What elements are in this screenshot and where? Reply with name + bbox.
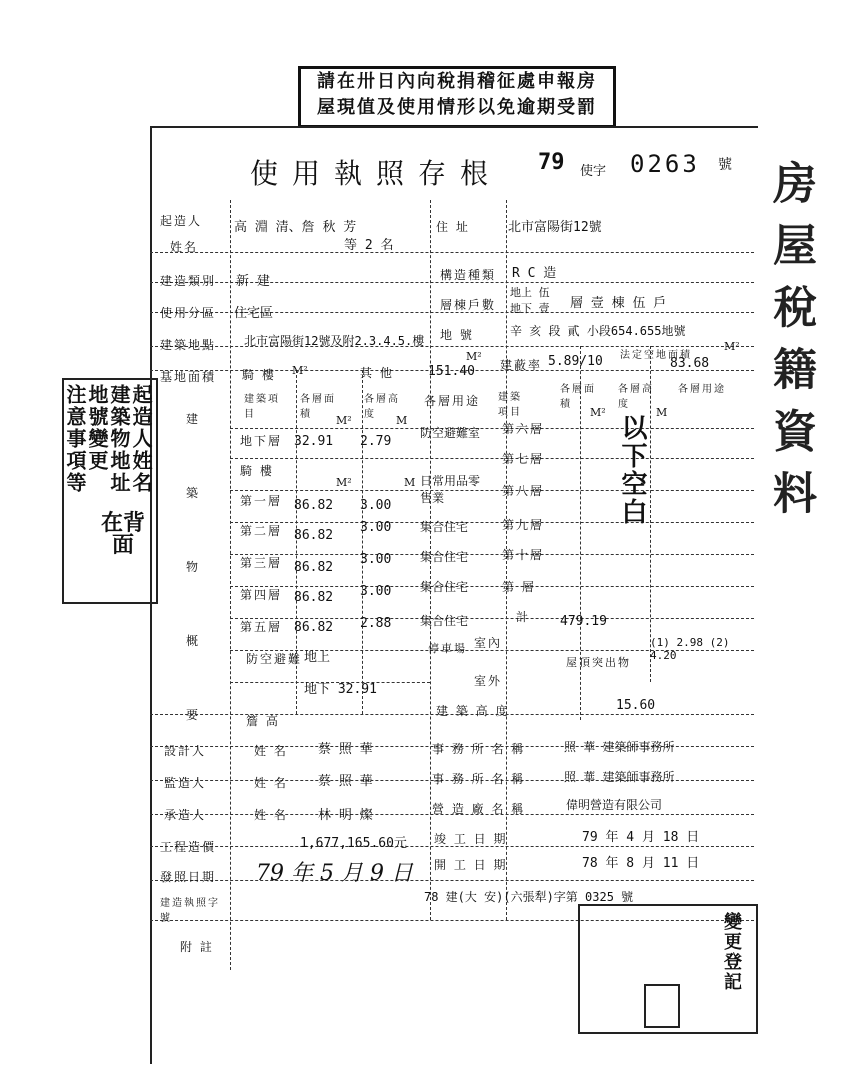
building-char-3: 物 (186, 560, 201, 574)
floor-area: 86.82 (294, 528, 334, 543)
permit-word: 使字 (580, 164, 607, 179)
contractor-office-label: 營 造 廠 名 稱 (432, 802, 526, 816)
floor-area: 86.82 (294, 590, 334, 605)
site-label: 建築地點 (160, 338, 217, 352)
note-label: 附 註 (180, 940, 214, 954)
floors-label: 層棟戶數 (440, 298, 497, 312)
permit-label: 建造執照字號 (160, 898, 220, 924)
designer-name: 蔡 照 華 (318, 742, 373, 757)
parking-indoor: 室內 (474, 636, 503, 650)
use-head: 各層用途 (424, 394, 481, 408)
floor-area: 86.82 (294, 498, 334, 513)
structure-value: R C 造 (512, 266, 557, 281)
form-title: 使用執照存根 (250, 157, 503, 190)
floor-height: 3.00 (360, 498, 392, 513)
lot-label: 地 號 (440, 328, 474, 342)
supervisor-name: 蔡 照 華 (318, 774, 373, 789)
type-label: 建造類別 (160, 274, 217, 288)
unit-m2: M² (336, 414, 352, 427)
owner-label: 起造人 (160, 214, 203, 228)
floor-name: 地下層 (240, 434, 283, 448)
cost-value: 1,677,165.60元 (300, 836, 407, 851)
permit-value: 78 建(大 安)(六張犁)字第 0325 號 (424, 890, 634, 904)
registration-stamp-text: 變更登記 (721, 912, 742, 992)
permit-year: 79 (538, 150, 565, 175)
owner-names-extra: 等 2 名 (344, 238, 394, 253)
side-note-col2: 建築物地址 (107, 384, 131, 494)
floor-name: 騎 樓 (240, 464, 274, 478)
parking-outdoor: 室外 (474, 674, 503, 688)
unit-m: M (396, 414, 408, 427)
roof-values: (1) 2.98 (2) 4.20 (650, 636, 730, 662)
eaves-label: 簷 高 (246, 714, 280, 728)
right-floor: 第八層 (502, 484, 545, 498)
issue-label: 發照日期 (160, 870, 217, 884)
floor-name: 第一層 (240, 494, 283, 508)
use-zone-label: 使用分區 (160, 306, 217, 320)
total-area: 479.19 (560, 614, 607, 629)
side-note-col4: 注意事項等 (63, 384, 87, 494)
supervisor-role: 監造人 (164, 776, 207, 790)
floors-rest: 層 壹 棟 伍 戶 (570, 296, 667, 311)
side-note-col3: 地號變更 (85, 384, 109, 472)
unit-m2: M² (292, 364, 308, 377)
contractor-name: 林 明 燦 (318, 808, 373, 823)
floor-name: 第四層 (240, 588, 283, 602)
building-char-5: 要 (186, 708, 201, 722)
side-note-col1: 起造人姓名 (129, 384, 153, 494)
right-floor-total: 計 (516, 610, 531, 624)
floor-height: 3.00 (360, 520, 392, 535)
legal-open-value: 83.68 (670, 356, 710, 371)
side-note-box (62, 378, 158, 604)
right-floor: 第六層 (502, 422, 545, 436)
notice-line-2: 屋現值及使用情形以免逾期受罰 (317, 97, 597, 118)
floor-height: 3.00 (360, 552, 392, 567)
building-height-value: 15.60 (616, 698, 656, 713)
contractor-office: 偉明營造有限公司 (566, 798, 663, 812)
seal-stamp (644, 984, 680, 1028)
designer-office: 照 華 建築師事務所 (564, 740, 675, 754)
site-value: 北市富陽街12號及附2.3.4.5.樓 (244, 334, 425, 348)
structure-label: 構造種類 (440, 268, 497, 282)
use-zone-value: 住宅區 (234, 306, 274, 321)
shelter-above: 地上 (304, 650, 331, 665)
supervisor-name-label: 姓 名 (254, 776, 288, 790)
owner-address-label: 住 址 (436, 220, 470, 234)
legal-open-label: 法定空地面積 (620, 350, 692, 361)
building-char-1: 建 (186, 412, 201, 426)
floor-use: 集合住宅 (420, 614, 469, 628)
cost-label: 工程造價 (160, 840, 217, 854)
unit-m2: M² (590, 406, 606, 419)
floor-use: 集合住宅 (420, 580, 469, 594)
other-label: 其 他 (360, 366, 394, 380)
unit-m2: M² (724, 340, 740, 353)
lot-value: 辛 亥 段 貳 小段654.655地號 (510, 324, 686, 338)
finish-date: 79 年 4 月 18 日 (582, 830, 700, 845)
right-area-head: 各層面積 (560, 384, 596, 410)
blank-note: 以下空白 (617, 414, 647, 526)
building-char-2: 築 (186, 486, 201, 500)
unit-m2: M² (336, 476, 352, 489)
owner-names: 高 淵 清、詹 秋 芳 (234, 220, 357, 235)
issue-date: 79 年 5 月 9 日 (256, 861, 413, 886)
area-label: 基地面積 (160, 370, 217, 384)
contractor-role: 承造人 (164, 808, 207, 822)
floor-use: 防空避難室 (420, 426, 481, 440)
notice-line-1: 請在卅日內向稅捐稽征處申報房 (317, 71, 597, 92)
height-head: 各層高度 (364, 394, 400, 420)
right-floor: 第十層 (502, 548, 545, 562)
designer-office-label: 事 務 所 名 稱 (432, 742, 526, 756)
floor-height: 2.79 (360, 434, 392, 449)
unit-m2: M² (466, 350, 482, 363)
floor-use: 集合住宅 (420, 550, 469, 564)
floors-above: 地上 伍 (510, 286, 550, 299)
margin-handwriting: 房屋稅籍資料 (765, 160, 816, 532)
right-floor: 第九層 (502, 518, 545, 532)
unit-m: M (656, 406, 668, 419)
finish-label: 竣 工 日 期 (434, 832, 508, 846)
supervisor-office-label: 事 務 所 名 稱 (432, 772, 526, 786)
arcade-label: 騎 樓 (242, 368, 276, 382)
type-value: 新 建 (236, 274, 270, 289)
start-date: 78 年 8 月 11 日 (582, 856, 700, 871)
side-note-tail: 在背面 (100, 510, 145, 558)
start-label: 開 工 日 期 (434, 858, 508, 872)
right-floor: 第 層 (502, 580, 536, 594)
coverage-label: 建蔽率 (500, 358, 543, 372)
right-floor: 第七層 (502, 452, 545, 466)
item-head: 建築項目 (244, 394, 280, 420)
area-head: 各層面積 (300, 394, 336, 420)
floors-below: 地下 壹 (510, 302, 550, 315)
owner-name-label: 姓名 (170, 240, 199, 254)
floor-name: 第五層 (240, 620, 283, 634)
shelter-label: 防空避難 (246, 652, 303, 666)
designer-name-label: 姓 名 (254, 744, 288, 758)
shelter-below: 地下 32.91 (304, 682, 377, 697)
area-total: 151.40 (428, 364, 475, 379)
floor-name: 第三層 (240, 556, 283, 570)
contractor-name-label: 姓 名 (254, 808, 288, 822)
right-height-head: 各層高度 (618, 384, 654, 410)
permit-number: 0263 (630, 150, 700, 178)
roof-label: 屋頂突出物 (566, 656, 631, 669)
right-item-head: 建築項目 (498, 392, 522, 418)
building-char-4: 概 (186, 634, 201, 648)
supervisor-office: 照 華 建築師事務所 (564, 770, 675, 784)
tax-notice (298, 66, 616, 128)
coverage-value: 5.89/10 (548, 354, 603, 369)
floor-height: 2.88 (360, 616, 392, 631)
floor-area: 32.91 (294, 434, 334, 449)
building-height-label: 建 築 高 度 (436, 704, 510, 718)
floor-height: 3.00 (360, 584, 392, 599)
unit-m: M (404, 476, 416, 489)
floor-use: 集合住宅 (420, 520, 469, 534)
right-use-head: 各層用途 (678, 384, 726, 395)
permit-suffix: 號 (718, 157, 732, 173)
floor-name: 第二層 (240, 524, 283, 538)
owner-address: 北市富陽街12號 (508, 220, 602, 235)
parking-label: 停車場 (428, 642, 467, 655)
floor-area: 86.82 (294, 620, 334, 635)
floor-use: 日常用品零售業 (420, 474, 481, 505)
floor-area: 86.82 (294, 560, 334, 575)
designer-role: 設計人 (164, 744, 207, 758)
